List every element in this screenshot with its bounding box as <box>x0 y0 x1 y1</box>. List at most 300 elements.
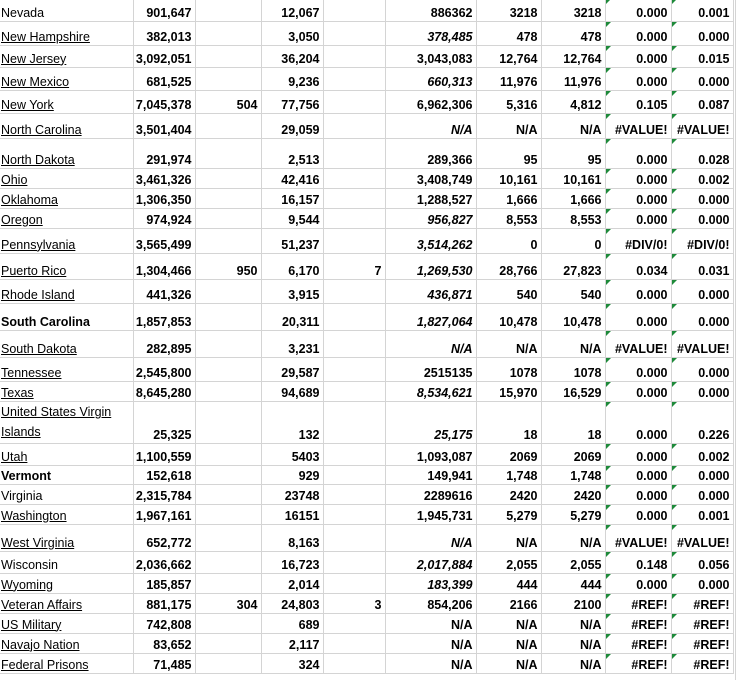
cell-value[interactable]: 18 <box>541 401 605 443</box>
cell-value[interactable]: 742,808 <box>133 613 195 633</box>
cell-value[interactable]: N/A <box>385 524 476 551</box>
cell-ratio[interactable] <box>605 168 671 188</box>
cell-value[interactable]: 2069 <box>541 443 605 465</box>
cell-value[interactable]: N/A <box>476 633 541 653</box>
cell-value[interactable]: 1,967,161 <box>133 504 195 524</box>
cell-value[interactable] <box>195 381 261 401</box>
cell-value[interactable] <box>323 113 385 138</box>
cell-value[interactable]: 1,748 <box>541 465 605 484</box>
cell-ratio[interactable] <box>671 279 733 303</box>
cell-value[interactable]: N/A <box>541 524 605 551</box>
cell-ratio[interactable] <box>671 484 733 504</box>
error-indicator-icon <box>672 254 677 259</box>
cell-value[interactable] <box>323 67 385 90</box>
cell-value[interactable] <box>195 0 261 21</box>
cell-value[interactable] <box>323 551 385 573</box>
cell-value[interactable] <box>323 357 385 381</box>
cell-state-name[interactable]: Wyoming <box>0 573 133 593</box>
cell-value[interactable]: 5403 <box>261 443 323 465</box>
cell-value[interactable]: 16151 <box>261 504 323 524</box>
cell-value[interactable]: 18 <box>476 401 541 443</box>
cell-value[interactable]: N/A <box>476 113 541 138</box>
cell-text: 0.000 <box>698 287 730 302</box>
cell-value[interactable]: 950 <box>195 253 261 279</box>
cell-value[interactable] <box>195 551 261 573</box>
cell-value[interactable]: 0 <box>476 228 541 253</box>
cell-ratio[interactable] <box>671 113 733 138</box>
cell-value[interactable]: 7,045,378 <box>133 90 195 113</box>
cell-value[interactable] <box>195 613 261 633</box>
cell-value[interactable]: 16,529 <box>541 381 605 401</box>
cell-value[interactable]: 2,055 <box>541 551 605 573</box>
cell-value[interactable]: 8,553 <box>476 208 541 228</box>
cell-ratio[interactable] <box>605 573 671 593</box>
cell-value[interactable]: 185,857 <box>133 573 195 593</box>
cell-value[interactable]: 2,545,800 <box>133 357 195 381</box>
cell-value[interactable]: 8,645,280 <box>133 381 195 401</box>
cell-value[interactable] <box>323 613 385 633</box>
cell-value[interactable]: 8,553 <box>541 208 605 228</box>
cell-value[interactable] <box>195 168 261 188</box>
cell-value[interactable] <box>195 465 261 484</box>
cell-state-name[interactable]: Washington <box>0 504 133 524</box>
cell-ratio[interactable] <box>605 330 671 357</box>
cell-value[interactable]: 681,525 <box>133 67 195 90</box>
cell-value[interactable]: 291,974 <box>133 138 195 168</box>
cell-value[interactable]: 289,366 <box>385 138 476 168</box>
cell-value[interactable]: 3218 <box>541 0 605 21</box>
cell-state-name[interactable]: New Mexico <box>0 67 133 90</box>
cell-ratio[interactable] <box>671 138 733 168</box>
cell-value[interactable]: 3,050 <box>261 21 323 45</box>
cell-value[interactable] <box>323 401 385 443</box>
cell-value[interactable]: 15,970 <box>476 381 541 401</box>
cell-value[interactable]: 2,036,662 <box>133 551 195 573</box>
cell-value[interactable]: 3,461,326 <box>133 168 195 188</box>
cell-value[interactable]: 12,067 <box>261 0 323 21</box>
cell-ratio[interactable] <box>605 138 671 168</box>
cell-value[interactable]: 1,827,064 <box>385 303 476 330</box>
cell-ratio[interactable] <box>605 653 671 673</box>
cell-value[interactable] <box>323 633 385 653</box>
cell-value[interactable]: 5,279 <box>476 504 541 524</box>
scrollbar-edge[interactable] <box>735 0 750 680</box>
cell-ratio[interactable] <box>671 443 733 465</box>
cell-ratio[interactable] <box>671 90 733 113</box>
cell-ratio[interactable] <box>605 401 671 443</box>
cell-value[interactable]: 1,304,466 <box>133 253 195 279</box>
cell-value[interactable]: 1,666 <box>476 188 541 208</box>
cell-value[interactable] <box>195 573 261 593</box>
cell-value[interactable]: 689 <box>261 613 323 633</box>
cell-ratio[interactable] <box>605 381 671 401</box>
cell-value[interactable]: 1078 <box>476 357 541 381</box>
cell-value[interactable]: 4,812 <box>541 90 605 113</box>
cell-ratio[interactable] <box>605 303 671 330</box>
cell-value[interactable]: 10,478 <box>541 303 605 330</box>
cell-state-name[interactable]: Veteran Affairs <box>0 593 133 613</box>
cell-value[interactable]: 149,941 <box>385 465 476 484</box>
cell-ratio[interactable] <box>671 208 733 228</box>
cell-ratio[interactable] <box>605 21 671 45</box>
cell-value[interactable] <box>195 113 261 138</box>
cell-value[interactable]: 3,915 <box>261 279 323 303</box>
cell-ratio[interactable] <box>671 573 733 593</box>
cell-value[interactable]: 2166 <box>476 593 541 613</box>
cell-value[interactable]: 12,764 <box>541 45 605 67</box>
cell-value[interactable]: 540 <box>541 279 605 303</box>
cell-value[interactable]: 5,316 <box>476 90 541 113</box>
cell-value[interactable] <box>195 443 261 465</box>
cell-value[interactable] <box>323 188 385 208</box>
cell-value[interactable]: 3,514,262 <box>385 228 476 253</box>
cell-ratio[interactable] <box>605 90 671 113</box>
cell-ratio[interactable] <box>671 653 733 673</box>
cell-value[interactable]: N/A <box>385 330 476 357</box>
cell-value[interactable]: 3,501,404 <box>133 113 195 138</box>
cell-value[interactable] <box>323 138 385 168</box>
cell-value[interactable] <box>323 330 385 357</box>
cell-state-name[interactable]: New Hampshire <box>0 21 133 45</box>
cell-value[interactable] <box>323 465 385 484</box>
cell-value[interactable] <box>195 633 261 653</box>
cell-ratio[interactable] <box>671 465 733 484</box>
cell-value[interactable]: 2515135 <box>385 357 476 381</box>
cell-value[interactable]: 1,857,853 <box>133 303 195 330</box>
table-row <box>0 653 733 673</box>
cell-ratio[interactable] <box>605 113 671 138</box>
cell-value[interactable]: 2420 <box>541 484 605 504</box>
cell-value[interactable]: 652,772 <box>133 524 195 551</box>
cell-value[interactable] <box>195 524 261 551</box>
cell-value[interactable]: 2,513 <box>261 138 323 168</box>
cell-value[interactable]: 25,325 <box>133 401 195 443</box>
cell-ratio[interactable] <box>671 0 733 21</box>
error-indicator-icon <box>672 229 677 234</box>
cell-state-name[interactable]: Navajo Nation <box>0 633 133 653</box>
cell-value[interactable]: 444 <box>476 573 541 593</box>
cell-value[interactable]: 1,269,530 <box>385 253 476 279</box>
cell-value[interactable] <box>323 484 385 504</box>
cell-value[interactable] <box>195 45 261 67</box>
cell-ratio[interactable] <box>671 168 733 188</box>
cell-value[interactable] <box>323 90 385 113</box>
cell-value[interactable]: 974,924 <box>133 208 195 228</box>
cell-ratio[interactable] <box>605 253 671 279</box>
cell-value[interactable]: 0 <box>541 228 605 253</box>
cell-value[interactable] <box>323 0 385 21</box>
cell-state-name[interactable]: Rhode Island <box>0 279 133 303</box>
cell-ratio[interactable] <box>605 228 671 253</box>
cell-value[interactable]: 51,237 <box>261 228 323 253</box>
cell-value[interactable] <box>323 303 385 330</box>
cell-value[interactable]: 83,652 <box>133 633 195 653</box>
cell-value[interactable] <box>195 357 261 381</box>
cell-value[interactable]: N/A <box>541 653 605 673</box>
cell-value[interactable]: 152,618 <box>133 465 195 484</box>
cell-value[interactable]: 6,962,306 <box>385 90 476 113</box>
cell-value[interactable]: N/A <box>385 653 476 673</box>
cell-ratio[interactable] <box>605 45 671 67</box>
cell-ratio[interactable] <box>605 357 671 381</box>
cell-ratio[interactable] <box>605 279 671 303</box>
cell-ratio[interactable] <box>605 613 671 633</box>
cell-ratio[interactable] <box>671 228 733 253</box>
cell-value[interactable] <box>195 67 261 90</box>
cell-ratio[interactable] <box>671 504 733 524</box>
cell-ratio[interactable] <box>605 67 671 90</box>
cell-value[interactable]: 2,315,784 <box>133 484 195 504</box>
cell-value[interactable]: 2420 <box>476 484 541 504</box>
cell-state-name[interactable]: North Carolina <box>0 113 133 138</box>
cell-value[interactable]: 3,092,051 <box>133 45 195 67</box>
cell-value[interactable]: 183,399 <box>385 573 476 593</box>
cell-value[interactable]: 23748 <box>261 484 323 504</box>
cell-ratio[interactable] <box>671 67 733 90</box>
cell-value[interactable]: 12,764 <box>476 45 541 67</box>
cell-value[interactable]: 9,236 <box>261 67 323 90</box>
cell-ratio[interactable] <box>671 613 733 633</box>
cell-value[interactable] <box>323 524 385 551</box>
cell-value[interactable]: 95 <box>541 138 605 168</box>
cell-value[interactable]: 1,666 <box>541 188 605 208</box>
cell-value[interactable] <box>195 484 261 504</box>
cell-value[interactable]: 2,017,884 <box>385 551 476 573</box>
cell-value[interactable]: N/A <box>476 653 541 673</box>
cell-value[interactable]: 3218 <box>476 0 541 21</box>
cell-value[interactable]: 881,175 <box>133 593 195 613</box>
cell-value[interactable]: 24,803 <box>261 593 323 613</box>
cell-state-name[interactable]: Oklahoma <box>0 188 133 208</box>
cell-value[interactable] <box>195 303 261 330</box>
cell-value[interactable]: 1,748 <box>476 465 541 484</box>
cell-value[interactable]: 77,756 <box>261 90 323 113</box>
cell-value[interactable]: 2,055 <box>476 551 541 573</box>
cell-state-name[interactable]: Vermont <box>0 465 133 484</box>
cell-value[interactable]: N/A <box>385 113 476 138</box>
cell-value[interactable]: 11,976 <box>476 67 541 90</box>
cell-value[interactable]: 20,311 <box>261 303 323 330</box>
cell-value[interactable]: 29,587 <box>261 357 323 381</box>
cell-value[interactable]: 324 <box>261 653 323 673</box>
cell-value[interactable]: 29,059 <box>261 113 323 138</box>
cell-value[interactable]: 10,161 <box>476 168 541 188</box>
cell-ratio[interactable] <box>605 188 671 208</box>
cell-value[interactable] <box>195 21 261 45</box>
cell-state-name[interactable]: North Dakota <box>0 138 133 168</box>
cell-value[interactable]: 28,766 <box>476 253 541 279</box>
cell-value[interactable]: N/A <box>541 113 605 138</box>
cell-value[interactable]: 8,534,621 <box>385 381 476 401</box>
cell-value[interactable]: 2100 <box>541 593 605 613</box>
cell-value[interactable]: 478 <box>476 21 541 45</box>
cell-state-name[interactable]: Nevada <box>0 0 133 21</box>
cell-state-name[interactable]: Wisconsin <box>0 551 133 573</box>
cell-ratio[interactable] <box>605 484 671 504</box>
cell-value[interactable] <box>323 443 385 465</box>
cell-value[interactable]: 2,117 <box>261 633 323 653</box>
cell-value[interactable]: 929 <box>261 465 323 484</box>
cell-value[interactable]: 8,163 <box>261 524 323 551</box>
cell-value[interactable]: 1,288,527 <box>385 188 476 208</box>
cell-value[interactable]: 3,231 <box>261 330 323 357</box>
cell-value[interactable]: 1,945,731 <box>385 504 476 524</box>
cell-value[interactable]: 382,013 <box>133 21 195 45</box>
cell-value[interactable] <box>323 45 385 67</box>
cell-ratio[interactable] <box>605 208 671 228</box>
cell-ratio[interactable] <box>671 357 733 381</box>
cell-value[interactable]: 3,043,083 <box>385 45 476 67</box>
cell-value[interactable]: N/A <box>476 330 541 357</box>
cell-value[interactable] <box>323 653 385 673</box>
cell-value[interactable]: 42,416 <box>261 168 323 188</box>
cell-value[interactable]: N/A <box>541 633 605 653</box>
cell-value[interactable]: 6,170 <box>261 253 323 279</box>
cell-value[interactable]: N/A <box>476 524 541 551</box>
cell-state-name[interactable]: United States Virgin Islands <box>0 401 133 443</box>
cell-value[interactable]: 16,723 <box>261 551 323 573</box>
cell-value[interactable] <box>195 401 261 443</box>
cell-value[interactable] <box>323 228 385 253</box>
cell-value[interactable]: 282,895 <box>133 330 195 357</box>
cell-value[interactable]: 10,478 <box>476 303 541 330</box>
cell-value[interactable] <box>323 381 385 401</box>
cell-ratio[interactable] <box>671 593 733 613</box>
cell-value[interactable]: N/A <box>541 613 605 633</box>
cell-state-name[interactable]: Virginia <box>0 484 133 504</box>
cell-state-name[interactable]: Ohio <box>0 168 133 188</box>
cell-value[interactable]: 95 <box>476 138 541 168</box>
cell-ratio[interactable] <box>671 633 733 653</box>
cell-ratio[interactable] <box>671 45 733 67</box>
cell-value[interactable]: 1078 <box>541 357 605 381</box>
cell-value[interactable]: 1,306,350 <box>133 188 195 208</box>
cell-value[interactable] <box>323 573 385 593</box>
cell-value[interactable]: N/A <box>385 613 476 633</box>
cell-state-name[interactable]: Pennsylvania <box>0 228 133 253</box>
cell-value[interactable] <box>195 653 261 673</box>
cell-value[interactable] <box>323 208 385 228</box>
cell-value[interactable]: 71,485 <box>133 653 195 673</box>
cell-state-name[interactable]: US Military <box>0 613 133 633</box>
cell-value[interactable] <box>195 188 261 208</box>
cell-value[interactable]: 436,871 <box>385 279 476 303</box>
cell-value[interactable]: N/A <box>476 613 541 633</box>
cell-value[interactable]: 2,014 <box>261 573 323 593</box>
cell-state-name[interactable]: Puerto Rico <box>0 253 133 279</box>
cell-value[interactable]: 504 <box>195 90 261 113</box>
cell-value[interactable]: 444 <box>541 573 605 593</box>
cell-value[interactable]: 304 <box>195 593 261 613</box>
cell-value[interactable]: 3,565,499 <box>133 228 195 253</box>
error-indicator-icon <box>672 68 677 73</box>
cell-state-name[interactable]: West Virginia <box>0 524 133 551</box>
cell-value[interactable]: 378,485 <box>385 21 476 45</box>
cell-ratio[interactable] <box>671 188 733 208</box>
cell-value[interactable]: 901,647 <box>133 0 195 21</box>
cell-ratio[interactable] <box>671 381 733 401</box>
cell-value[interactable]: 886362 <box>385 0 476 21</box>
cell-value[interactable]: 11,976 <box>541 67 605 90</box>
cell-ratio[interactable] <box>605 465 671 484</box>
cell-value[interactable]: 478 <box>541 21 605 45</box>
cell-value[interactable]: 36,204 <box>261 45 323 67</box>
cell-value[interactable]: 3,408,749 <box>385 168 476 188</box>
cell-value[interactable] <box>323 504 385 524</box>
cell-value[interactable] <box>323 279 385 303</box>
cell-value[interactable]: 1,100,559 <box>133 443 195 465</box>
cell-value[interactable]: 132 <box>261 401 323 443</box>
cell-ratio[interactable] <box>605 0 671 21</box>
cell-value[interactable]: 660,313 <box>385 67 476 90</box>
cell-ratio[interactable] <box>605 443 671 465</box>
cell-value[interactable]: 2289616 <box>385 484 476 504</box>
cell-value[interactable] <box>195 330 261 357</box>
cell-value[interactable] <box>195 504 261 524</box>
cell-value[interactable]: 27,823 <box>541 253 605 279</box>
cell-value[interactable]: 9,544 <box>261 208 323 228</box>
cell-value[interactable]: 5,279 <box>541 504 605 524</box>
cell-ratio[interactable] <box>671 551 733 573</box>
cell-ratio[interactable] <box>605 633 671 653</box>
cell-state-name[interactable]: Federal Prisons <box>0 653 133 673</box>
cell-value[interactable] <box>195 228 261 253</box>
cell-state-name[interactable]: New York <box>0 90 133 113</box>
cell-value[interactable]: 7 <box>323 253 385 279</box>
cell-ratio[interactable] <box>671 401 733 443</box>
cell-value[interactable]: 956,827 <box>385 208 476 228</box>
cell-value[interactable]: 16,157 <box>261 188 323 208</box>
cell-state-name[interactable]: Tennessee <box>0 357 133 381</box>
cell-value[interactable]: 854,206 <box>385 593 476 613</box>
error-indicator-icon <box>672 91 677 96</box>
cell-value[interactable]: 25,175 <box>385 401 476 443</box>
cell-value[interactable]: 1,093,087 <box>385 443 476 465</box>
cell-ratio[interactable] <box>605 504 671 524</box>
cell-ratio[interactable] <box>605 524 671 551</box>
cell-ratio[interactable] <box>671 21 733 45</box>
cell-value[interactable]: 3 <box>323 593 385 613</box>
cell-state-name[interactable]: Oregon <box>0 208 133 228</box>
cell-ratio[interactable] <box>671 330 733 357</box>
cell-state-name[interactable]: New Jersey <box>0 45 133 67</box>
error-indicator-icon <box>606 280 611 285</box>
cell-value[interactable]: 540 <box>476 279 541 303</box>
cell-state-name[interactable]: Utah <box>0 443 133 465</box>
cell-value[interactable]: N/A <box>541 330 605 357</box>
cell-state-name[interactable]: Texas <box>0 381 133 401</box>
cell-value[interactable]: N/A <box>385 633 476 653</box>
cell-state-name[interactable]: South Dakota <box>0 330 133 357</box>
cell-value[interactable] <box>323 21 385 45</box>
cell-ratio[interactable] <box>605 551 671 573</box>
cell-value[interactable]: 10,161 <box>541 168 605 188</box>
cell-value[interactable]: 441,326 <box>133 279 195 303</box>
cell-state-name[interactable]: South Carolina <box>0 303 133 330</box>
error-indicator-icon <box>672 304 677 309</box>
cell-ratio[interactable] <box>671 524 733 551</box>
cell-value[interactable] <box>195 279 261 303</box>
cell-value[interactable]: 2069 <box>476 443 541 465</box>
cell-ratio[interactable] <box>605 593 671 613</box>
cell-value[interactable]: 94,689 <box>261 381 323 401</box>
cell-value[interactable] <box>323 168 385 188</box>
cell-text: 0.002 <box>698 172 730 187</box>
cell-value[interactable] <box>195 208 261 228</box>
cell-value[interactable] <box>195 138 261 168</box>
cell-ratio[interactable] <box>671 303 733 330</box>
cell-ratio[interactable] <box>671 253 733 279</box>
